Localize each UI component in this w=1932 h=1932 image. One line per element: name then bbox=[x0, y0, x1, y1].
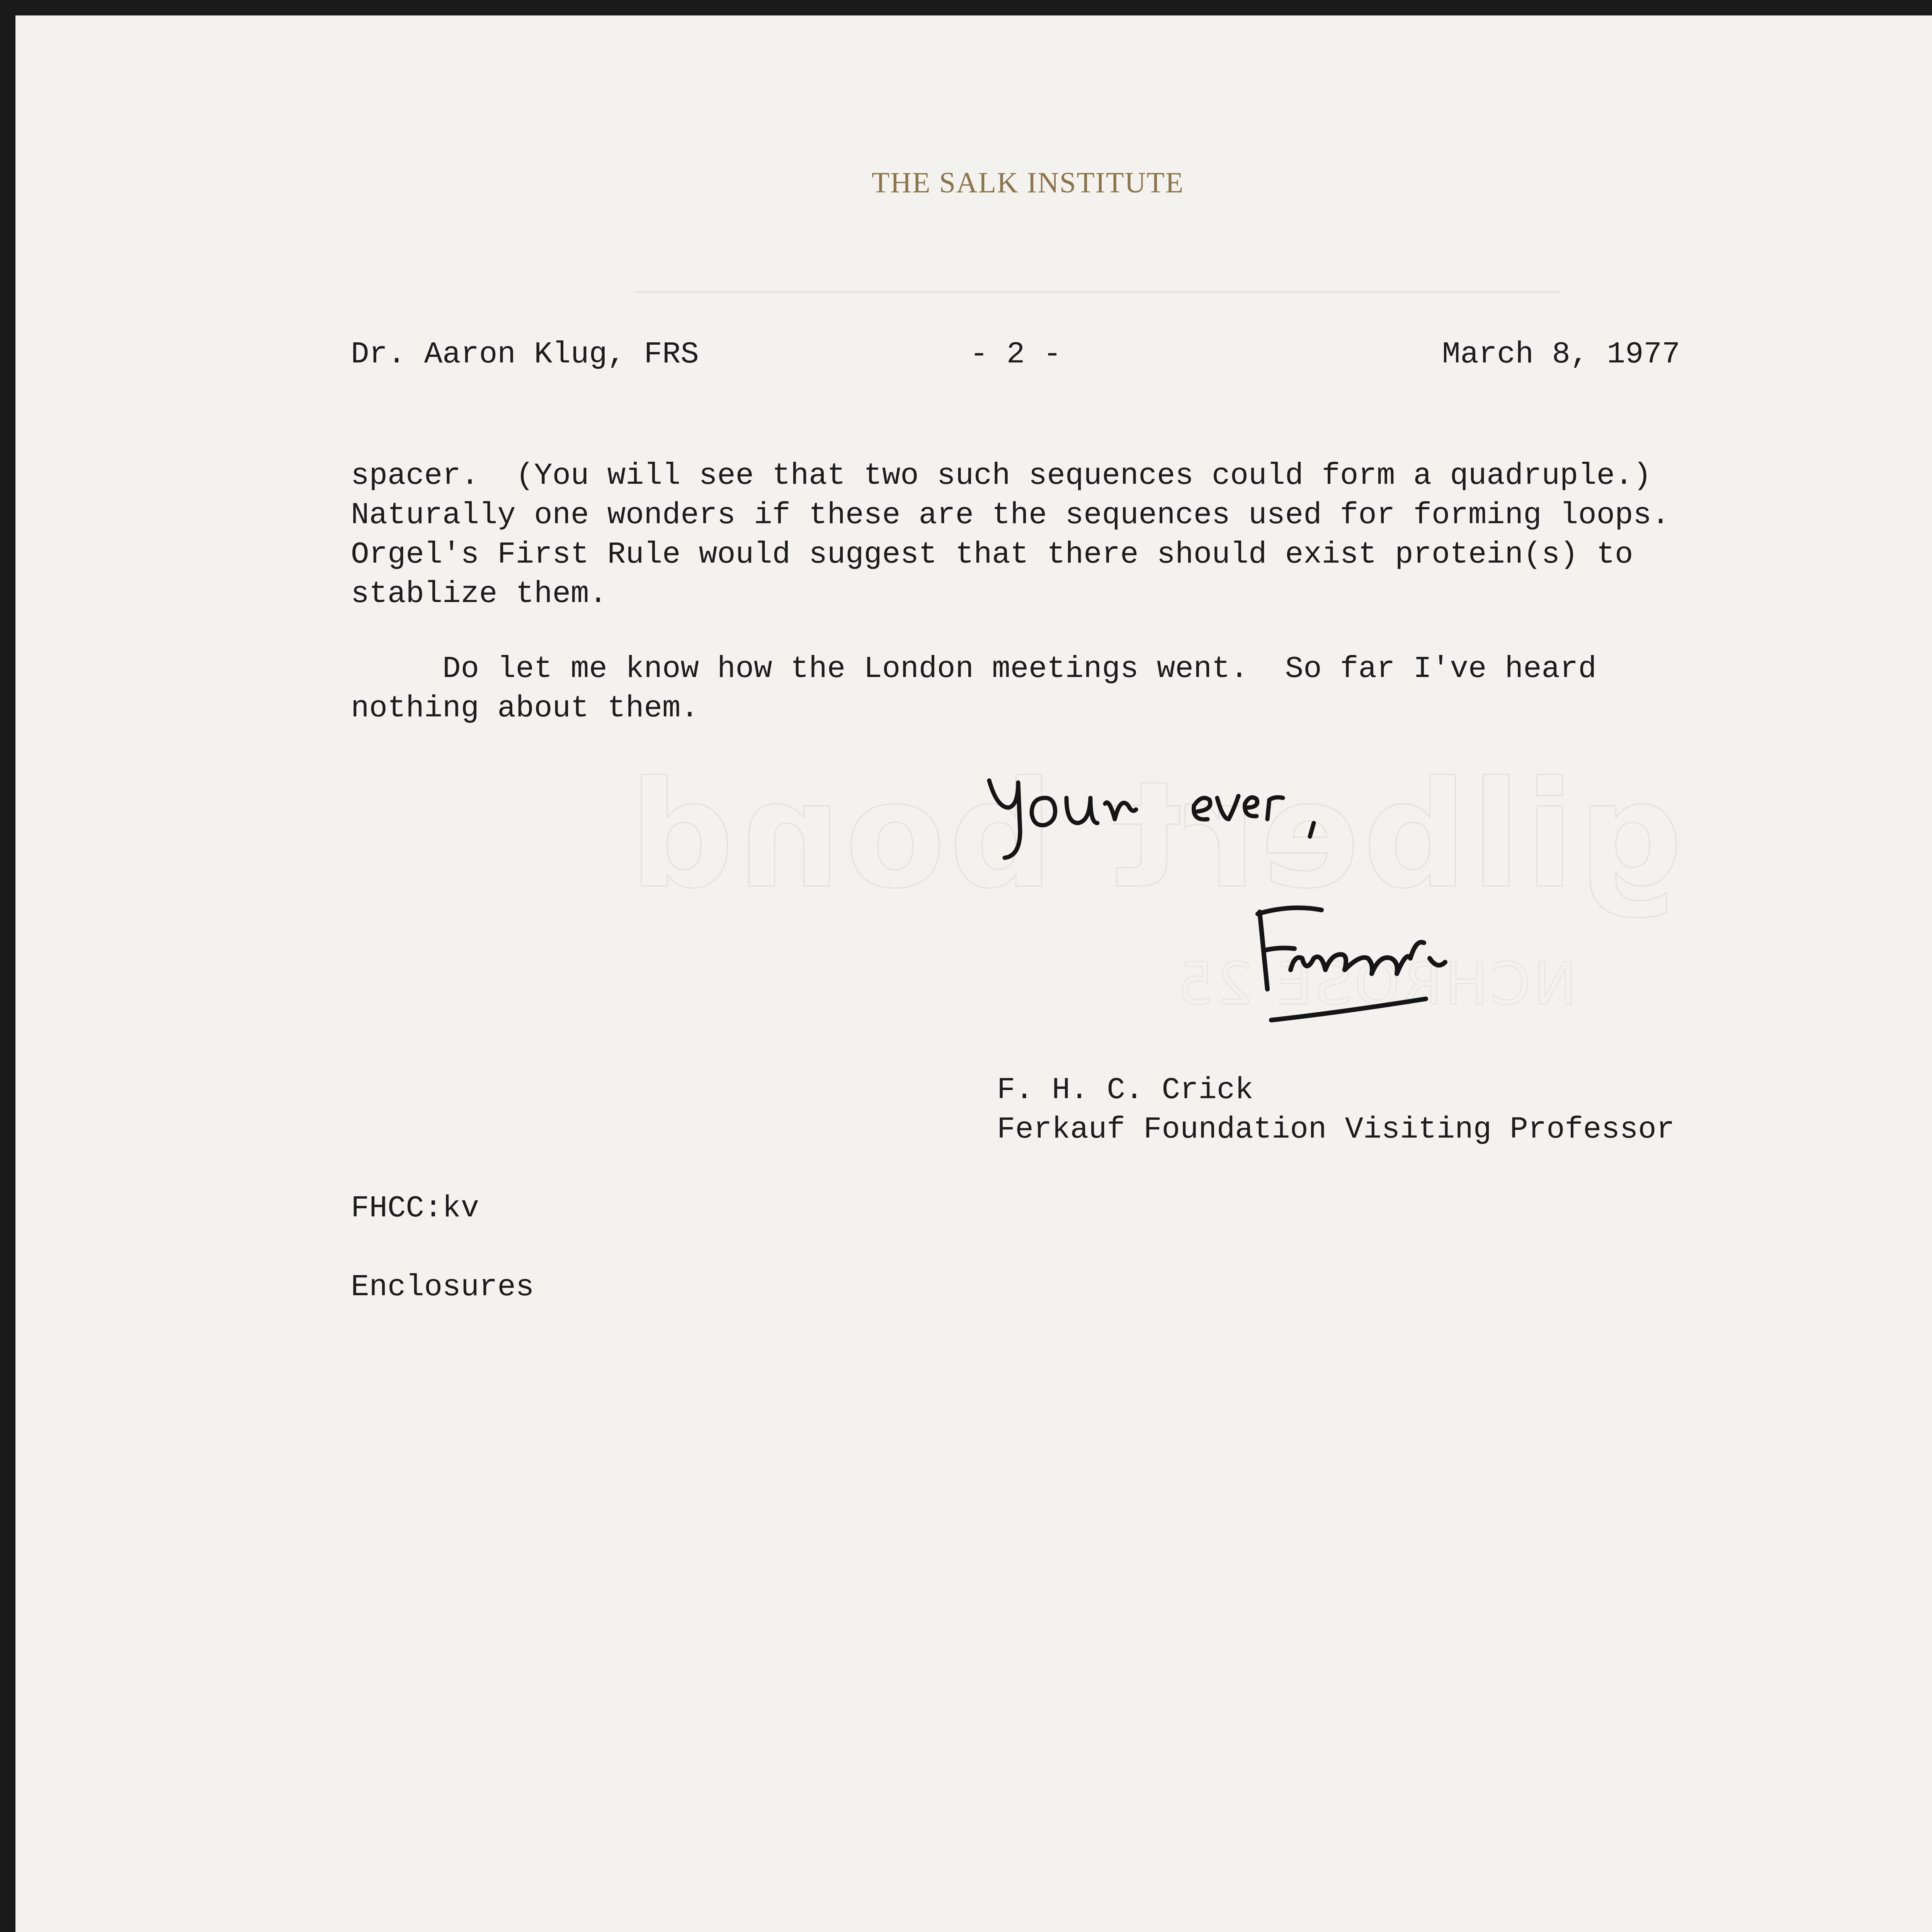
page-number: - 2 - bbox=[970, 337, 1062, 372]
letterhead: THE SALK INSTITUTE bbox=[871, 167, 1184, 199]
letter-date: March 8, 1977 bbox=[1442, 337, 1680, 372]
handwritten-closing bbox=[981, 765, 1368, 881]
signer-title: Ferkauf Foundation Visiting Professor bbox=[997, 1112, 1675, 1147]
recipient-name: Dr. Aaron Klug, FRS bbox=[351, 337, 699, 372]
letterhead-rule bbox=[634, 291, 1561, 293]
paper-watermark: gilbert bond bbox=[626, 750, 1683, 921]
body-line: stablize them. bbox=[351, 577, 607, 611]
body-line: Orgel's First Rule would suggest that there should exist protein(s) to bbox=[351, 537, 1633, 572]
body-line: spacer. (You will see that two such sequences could form a quadruple.) bbox=[351, 458, 1651, 493]
signer-name: F. H. C. Crick bbox=[997, 1073, 1253, 1107]
body-line: Naturally one wonders if these are the sequences used for forming loops. bbox=[351, 498, 1670, 532]
letter-page bbox=[15, 15, 1932, 1932]
paper-watermark-subline: NCHROSE 25 bbox=[1175, 951, 1577, 1018]
body-line: Do let me know how the London meetings went. So far I've heard bbox=[351, 651, 1597, 686]
body-line: nothing about them. bbox=[351, 691, 699, 726]
handwritten-signature bbox=[1244, 896, 1538, 1043]
enclosures-note: Enclosures bbox=[351, 1270, 534, 1304]
reference-initials: FHCC:kv bbox=[351, 1191, 479, 1226]
